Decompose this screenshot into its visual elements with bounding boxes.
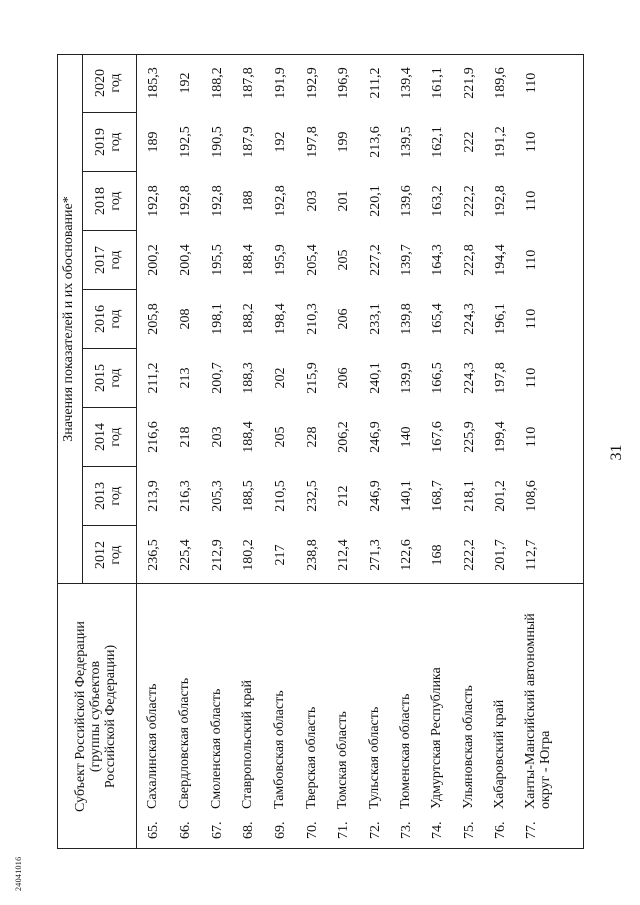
row-value: 228	[305, 426, 320, 448]
row-subject: Хабаровский край	[492, 699, 507, 809]
year-label: 2012	[93, 541, 109, 569]
row-value: 205,3	[210, 480, 225, 512]
year-unit: год	[108, 132, 123, 152]
row-value: 195,5	[210, 244, 225, 276]
row-value: 196,1	[493, 303, 508, 335]
row-value: 246,9	[368, 480, 383, 512]
row-number: 70.	[305, 821, 320, 839]
row-value: 191,9	[273, 67, 288, 99]
row-value: 225,9	[462, 421, 477, 453]
row-value: 222,2	[462, 185, 477, 217]
row-value: 108,6	[524, 480, 539, 512]
row-value: 192	[273, 131, 288, 153]
row-value: 192,8	[178, 185, 193, 217]
year-col-rule	[82, 171, 136, 172]
subject-column-header	[57, 584, 136, 849]
row-value: 110	[524, 367, 539, 389]
row-number: 75.	[462, 821, 477, 839]
row-value: 163,2	[430, 185, 445, 217]
row-value: 188,4	[241, 244, 256, 276]
row-value: 188	[241, 190, 256, 212]
row-value: 216,3	[178, 480, 193, 512]
row-value: 200,2	[146, 244, 161, 276]
year-unit: год	[108, 309, 123, 329]
year-label: 2017	[93, 246, 109, 274]
row-value: 233,1	[368, 303, 383, 335]
year-column-header	[82, 408, 136, 466]
year-col-rule	[82, 348, 136, 349]
row-value: 188,4	[241, 421, 256, 453]
row-value: 139,8	[399, 303, 414, 335]
row-subject: Свердловская область	[177, 677, 192, 809]
row-value: 212,9	[210, 539, 225, 571]
row-value: 188,3	[241, 362, 256, 394]
row-value: 139,7	[399, 244, 414, 276]
row-value: 224,3	[462, 362, 477, 394]
year-unit: год	[108, 250, 123, 270]
row-value: 190,5	[210, 126, 225, 158]
row-value: 188,2	[210, 67, 225, 99]
row-value: 224,3	[462, 303, 477, 335]
row-value: 206	[336, 308, 351, 330]
row-value: 139,4	[399, 67, 414, 99]
row-value: 211,2	[368, 67, 383, 99]
row-value: 164,3	[430, 244, 445, 276]
year-col-rule	[82, 230, 136, 231]
year-unit: год	[108, 368, 123, 388]
row-value: 232,5	[305, 480, 320, 512]
row-subject: Ульяновская область	[461, 685, 476, 809]
row-value: 110	[524, 308, 539, 330]
row-value: 139,6	[399, 185, 414, 217]
row-number: 73.	[399, 821, 414, 839]
row-value: 217	[273, 544, 288, 566]
row-value: 189	[146, 131, 161, 153]
year-label: 2013	[93, 482, 109, 510]
row-subject: Смоленская область	[209, 688, 224, 809]
values-group-header: Значения показателей и их обоснование*	[61, 196, 77, 442]
row-value: 240,1	[368, 362, 383, 394]
row-number: 77.	[524, 821, 539, 839]
row-value: 201,2	[493, 480, 508, 512]
row-value: 194,4	[493, 244, 508, 276]
row-value: 205	[273, 426, 288, 448]
row-number: 68.	[241, 821, 256, 839]
row-value: 227,2	[368, 244, 383, 276]
row-value: 188,2	[241, 303, 256, 335]
row-value: 222,8	[462, 244, 477, 276]
year-column-header	[82, 231, 136, 289]
subject-header-line: Российской Федерации)	[102, 644, 118, 789]
row-number: 65.	[146, 821, 161, 839]
row-value: 222,2	[462, 539, 477, 571]
row-value: 218	[178, 426, 193, 448]
row-value: 210,3	[305, 303, 320, 335]
year-col-rule	[82, 525, 136, 526]
row-value: 271,3	[368, 539, 383, 571]
row-value: 210,5	[273, 480, 288, 512]
subject-header-line: (группы субъектов	[88, 660, 104, 773]
row-value: 206,2	[336, 421, 351, 453]
row-value: 139,5	[399, 126, 414, 158]
row-value: 218,1	[462, 480, 477, 512]
year-unit: год	[108, 427, 123, 447]
row-value: 238,8	[305, 539, 320, 571]
row-value: 192,9	[305, 67, 320, 99]
row-value: 213,6	[368, 126, 383, 158]
row-value: 110	[524, 426, 539, 448]
row-value: 225,4	[178, 539, 193, 571]
row-number: 71.	[336, 821, 351, 839]
row-value: 196,9	[336, 67, 351, 99]
row-subject: Тульская область	[367, 706, 382, 809]
row-value: 192,8	[273, 185, 288, 217]
year-col-rule	[82, 407, 136, 408]
year-label: 2020	[93, 69, 109, 97]
row-value: 110	[524, 131, 539, 153]
row-subject: Ханты-Мансийский автономный округ - Югра	[523, 613, 553, 809]
year-column-header	[82, 290, 136, 348]
row-number: 74.	[430, 821, 445, 839]
row-value: 189,6	[493, 67, 508, 99]
row-value: 192,5	[178, 126, 193, 158]
year-column-header	[82, 526, 136, 584]
year-col-rule	[82, 289, 136, 290]
row-number: 67.	[210, 821, 225, 839]
year-label: 2018	[93, 187, 109, 215]
row-subject: Ставропольский край	[240, 680, 255, 809]
year-column-header	[82, 172, 136, 230]
row-value: 195,9	[273, 244, 288, 276]
row-value: 110	[524, 72, 539, 94]
row-subject: Тюменская область	[398, 693, 413, 809]
row-value: 211,2	[146, 362, 161, 394]
row-value: 192,8	[210, 185, 225, 217]
row-number: 72.	[368, 821, 383, 839]
row-value: 168	[430, 544, 445, 566]
header-bottom-rule	[136, 54, 137, 849]
year-column-header	[82, 467, 136, 525]
year-unit: год	[108, 73, 123, 93]
row-subject: Тверская область	[304, 706, 319, 809]
row-value: 199,4	[493, 421, 508, 453]
row-value: 112,7	[524, 539, 539, 571]
row-value: 216,6	[146, 421, 161, 453]
row-value: 202	[273, 367, 288, 389]
subject-header-line: Субъект Российской Федерации	[73, 621, 89, 812]
row-value: 197,8	[305, 126, 320, 158]
year-label: 2016	[93, 305, 109, 333]
row-subject: Сахалинская область	[145, 683, 160, 809]
year-unit: год	[108, 191, 123, 211]
table-right-rule	[57, 54, 584, 55]
row-value: 201	[336, 190, 351, 212]
row-value: 162,1	[430, 126, 445, 158]
row-value: 180,2	[241, 539, 256, 571]
row-value: 213,9	[146, 480, 161, 512]
row-value: 212	[336, 485, 351, 507]
row-value: 200,4	[178, 244, 193, 276]
row-value: 215,9	[305, 362, 320, 394]
row-value: 192,8	[146, 185, 161, 217]
year-unit: год	[108, 545, 123, 565]
row-value: 191,2	[493, 126, 508, 158]
row-value: 198,4	[273, 303, 288, 335]
row-value: 203	[210, 426, 225, 448]
page-number: 31	[608, 444, 625, 461]
row-value: 167,6	[430, 421, 445, 453]
row-value: 197,8	[493, 362, 508, 394]
row-value: 187,8	[241, 67, 256, 99]
year-label: 2019	[93, 128, 109, 156]
year-unit: год	[108, 486, 123, 506]
row-number: 66.	[178, 821, 193, 839]
row-value: 140	[399, 426, 414, 448]
row-value: 192	[178, 72, 193, 94]
row-value: 212,4	[336, 539, 351, 571]
year-label: 2015	[93, 364, 109, 392]
document-id: 24041016	[14, 856, 23, 891]
row-value: 222	[462, 131, 477, 153]
table-left-rule	[57, 848, 584, 849]
row-value: 205	[336, 249, 351, 271]
row-subject: Удмуртская Республика	[429, 667, 444, 809]
year-column-header	[82, 54, 136, 112]
row-value: 187,9	[241, 126, 256, 158]
row-value: 140,1	[399, 480, 414, 512]
row-value: 221,9	[462, 67, 477, 99]
row-value: 165,4	[430, 303, 445, 335]
year-col-rule	[82, 466, 136, 467]
row-value: 168,7	[430, 480, 445, 512]
year-label: 2014	[93, 423, 109, 451]
indicator-table	[57, 54, 584, 849]
row-subject: Тамбовская область	[272, 690, 287, 809]
row-value: 236,5	[146, 539, 161, 571]
row-value: 220,1	[368, 185, 383, 217]
year-column-header	[82, 349, 136, 407]
row-value: 188,5	[241, 480, 256, 512]
row-value: 206	[336, 367, 351, 389]
table-bottom-rule	[583, 54, 584, 849]
year-col-rule	[82, 112, 136, 113]
row-value: 200,7	[210, 362, 225, 394]
row-value: 199	[336, 131, 351, 153]
row-value: 161,1	[430, 67, 445, 99]
row-value: 203	[305, 190, 320, 212]
row-value: 185,3	[146, 67, 161, 99]
row-subject: Томская область	[335, 711, 350, 809]
row-value: 201,7	[493, 539, 508, 571]
row-value: 208	[178, 308, 193, 330]
year-column-header	[82, 113, 136, 171]
row-value: 205,4	[305, 244, 320, 276]
row-value: 246,9	[368, 421, 383, 453]
row-value: 213	[178, 367, 193, 389]
row-value: 110	[524, 190, 539, 212]
row-number: 69.	[273, 821, 288, 839]
row-value: 139,9	[399, 362, 414, 394]
row-value: 198,1	[210, 303, 225, 335]
row-value: 205,8	[146, 303, 161, 335]
row-value: 192,8	[493, 185, 508, 217]
row-value: 110	[524, 249, 539, 271]
row-value: 166,5	[430, 362, 445, 394]
row-value: 122,6	[399, 539, 414, 571]
row-number: 76.	[493, 821, 508, 839]
